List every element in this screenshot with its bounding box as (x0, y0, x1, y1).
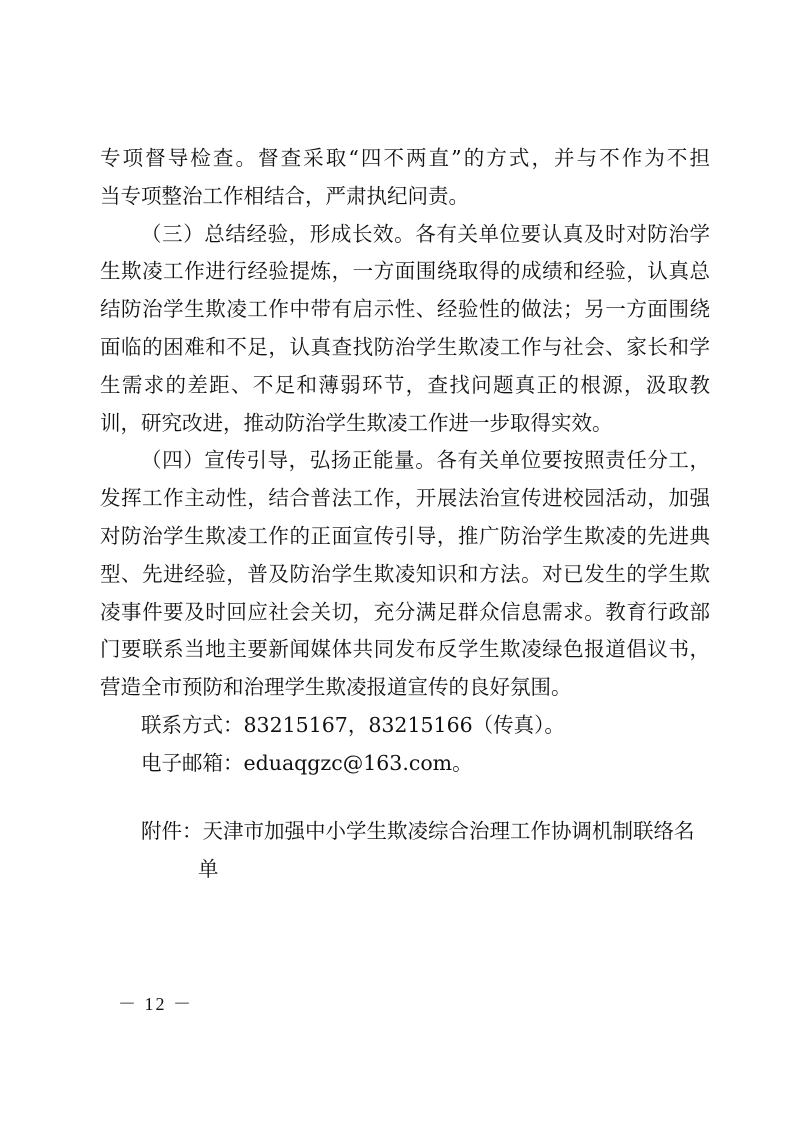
section-4-paragraph (100, 442, 710, 707)
section-3-paragraph (100, 216, 710, 443)
attachment-label: 附件： (141, 819, 203, 843)
paragraph-continuation-line-2: 当专项整治工作相结合，严肃执纪问责。 (100, 183, 469, 208)
page-number: － 12 － (118, 994, 193, 1014)
body-text (100, 140, 710, 783)
paragraph-continuation-line-1: 专项督导检查。督查采取“四不两直”的方式，并与不作为不担 (100, 146, 710, 170)
attachment-title-line-1: 天津市加强中小学生欺凌综合治理工作协调机制联络名 (202, 819, 695, 843)
section-3-body: 各有关单位要认真及时对防治学生欺凌工作进行经验提炼，一方面围绕取得的成绩和经验，认真总结防治学生欺凌工作中带有启示性、经验性的做法；另一方面围绕面临的困难和不足，认真查找防治学生欺凌工作与社会、家长和学生需求的差距、不足和薄弱环节，查找问题真正的根源，汲取教训，研究改进，推动防治学生欺凌工作进一步取得实效。 (100, 221, 710, 435)
email-info: 电子邮箱：eduaqgzc@163.com。 (141, 750, 473, 775)
attachment (141, 813, 711, 889)
contact-info: 联系方式：83215167，83215166（传真）。 (141, 712, 565, 737)
section-4-heading: （四）宣传引导，弘扬正能量。 (141, 448, 437, 473)
attachment-title-line-2: 单 (198, 856, 219, 881)
section-4-body: 各有关单位要按照责任分工，发挥工作主动性，结合普法工作，开展法治宣传进校园活动，加强对防治学生欺凌工作的正面宣传引导，推广防治学生欺凌的先进典型、先进经验，普及防治学生欺凌知识和方法。对已发生的学生欺凌事件要及时回应社会关切，充分满足群众信息需求。教育行政部门要联系当地主要新闻媒体共同发布反学生欺凌绿色报道倡议书，营造全市预防和治理学生欺凌报道宣传的良好氛围。 (100, 448, 711, 700)
section-3-heading: （三）总结经验，形成长效。 (141, 221, 416, 246)
